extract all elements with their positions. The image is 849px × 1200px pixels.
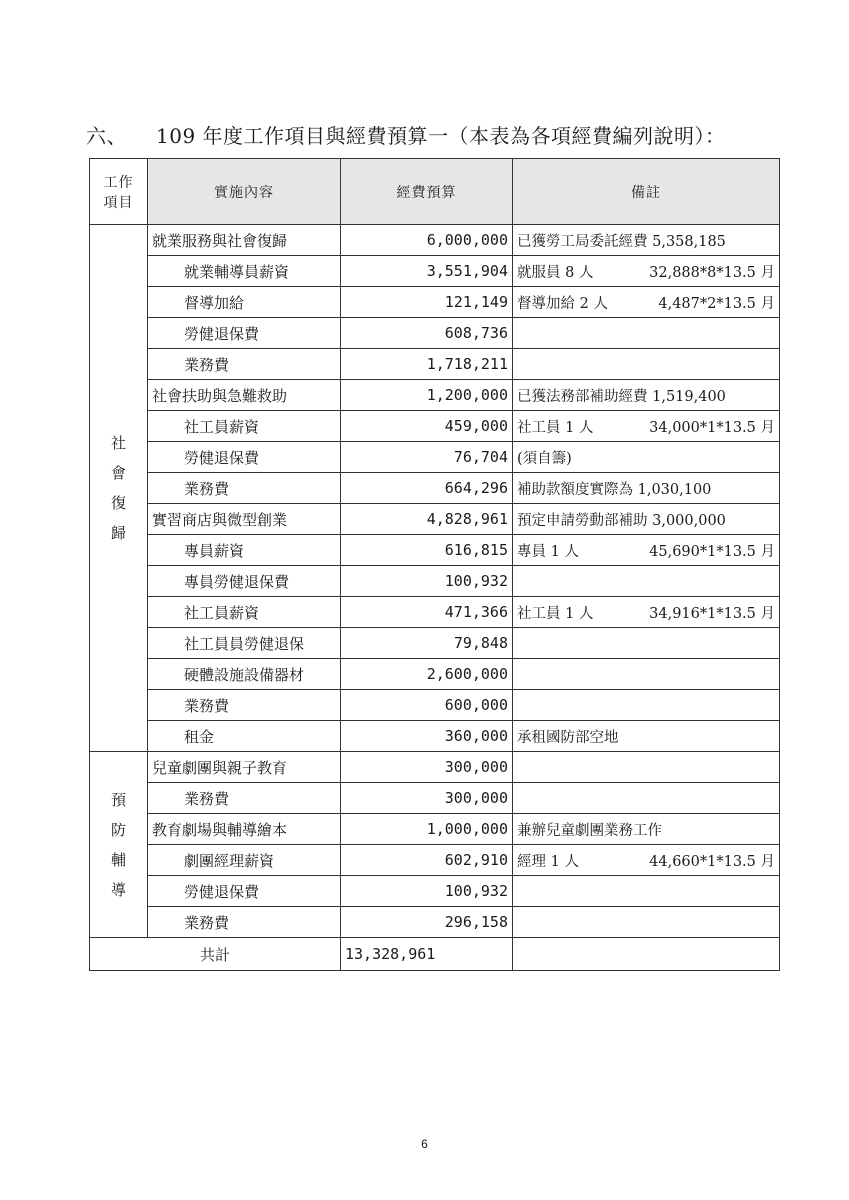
- section-title: 109 年度工作項目與經費預算一（本表為各項經費編列說明）：: [156, 124, 726, 148]
- category-char: 復: [110, 494, 126, 512]
- note-text: 社工員 1 人: [517, 419, 594, 436]
- sub-item-cell: 業務費: [148, 473, 341, 504]
- sub-item-cell: 硬體設施設備器材: [148, 659, 341, 690]
- amount-cell: 360,000: [341, 721, 513, 752]
- note-cell: [513, 256, 780, 287]
- sub-item-cell: 社工員薪資: [148, 597, 341, 628]
- table-row: [90, 287, 780, 318]
- amount-cell: 100,932: [341, 566, 513, 597]
- note-cell: [513, 318, 780, 349]
- category-char: 導: [110, 880, 126, 899]
- main-item-cell: 教育劇場與輔導繪本: [148, 814, 341, 845]
- table-row: [90, 566, 780, 597]
- amount-cell: 1,000,000: [341, 814, 513, 845]
- section-heading: [86, 120, 806, 149]
- amount-cell: 1,200,000: [341, 380, 513, 411]
- header-content: 實施內容: [148, 159, 341, 225]
- table-row: [90, 783, 780, 814]
- amount-cell: 602,910: [341, 845, 513, 876]
- sub-item-cell: 業務費: [148, 783, 341, 814]
- sub-item-cell: 社工員薪資: [148, 411, 341, 442]
- note-cell: 已獲法務部補助經費 1,519,400: [513, 380, 780, 411]
- table-row: [90, 535, 780, 566]
- header-budget: 經費預算: [341, 159, 513, 225]
- sub-item-cell: 督導加給: [148, 287, 341, 318]
- main-item-cell: 就業服務與社會復歸: [148, 225, 341, 256]
- sub-item-cell: 租金: [148, 721, 341, 752]
- note-cell: (須自籌): [513, 442, 780, 473]
- table-row: [90, 752, 780, 783]
- note-cell: [513, 287, 780, 318]
- table-row: [90, 597, 780, 628]
- category-char: 歸: [110, 524, 126, 542]
- amount-cell: 608,736: [341, 318, 513, 349]
- sub-item-cell: 業務費: [148, 690, 341, 721]
- note-text: 社工員 1 人: [517, 605, 594, 622]
- main-item-cell: 兒童劇團與親子教育: [148, 752, 341, 783]
- note-cell: [513, 907, 780, 938]
- category-cell: [90, 752, 148, 938]
- table-row: [90, 504, 780, 535]
- note-formula: 44,660*1*13.5 月: [649, 853, 775, 870]
- note-cell: [513, 876, 780, 907]
- category-char: 預: [110, 790, 126, 809]
- note-text: 就服員 8 人: [517, 264, 594, 281]
- table-row: [90, 814, 780, 845]
- sub-item-cell: 劇團經理薪資: [148, 845, 341, 876]
- header-category-line2: 項目: [103, 194, 134, 211]
- table-row: [90, 690, 780, 721]
- note-cell: 預定申請勞動部補助 3,000,000: [513, 504, 780, 535]
- header-category: [90, 159, 148, 225]
- note-cell: [513, 659, 780, 690]
- sub-item-cell: 業務費: [148, 349, 341, 380]
- note-text: 督導加給 2 人: [517, 295, 608, 312]
- note-formula: 45,690*1*13.5 月: [649, 543, 775, 560]
- category-char: 輔: [110, 850, 126, 869]
- main-item-cell: 社會扶助與急難救助: [148, 380, 341, 411]
- table-row: [90, 907, 780, 938]
- table-row: [90, 473, 780, 504]
- sub-item-cell: 勞健退保費: [148, 876, 341, 907]
- note-formula: 4,487*2*13.5 月: [658, 295, 775, 312]
- total-note: [513, 938, 780, 971]
- amount-cell: 664,296: [341, 473, 513, 504]
- note-cell: [513, 628, 780, 659]
- amount-cell: 600,000: [341, 690, 513, 721]
- amount-cell: 1,718,211: [341, 349, 513, 380]
- table-row: [90, 876, 780, 907]
- amount-cell: 300,000: [341, 783, 513, 814]
- table-row: [90, 721, 780, 752]
- table-row: [90, 628, 780, 659]
- note-cell: 已獲勞工局委託經費 5,358,185: [513, 225, 780, 256]
- amount-cell: 121,149: [341, 287, 513, 318]
- total-row: [90, 938, 780, 971]
- page-number: 6: [421, 1137, 428, 1151]
- budget-table: [89, 158, 780, 971]
- note-cell: [513, 783, 780, 814]
- amount-cell: 3,551,904: [341, 256, 513, 287]
- sub-item-cell: 專員勞健退保費: [148, 566, 341, 597]
- note-cell: 承租國防部空地: [513, 721, 780, 752]
- note-formula: 32,888*8*13.5 月: [649, 264, 775, 281]
- amount-cell: 79,848: [341, 628, 513, 659]
- table-row: [90, 349, 780, 380]
- note-cell: [513, 690, 780, 721]
- table-row: [90, 318, 780, 349]
- note-cell: [513, 566, 780, 597]
- amount-cell: 76,704: [341, 442, 513, 473]
- note-cell: [513, 597, 780, 628]
- sub-item-cell: 就業輔導員薪資: [148, 256, 341, 287]
- main-item-cell: 實習商店與微型創業: [148, 504, 341, 535]
- table-row: [90, 256, 780, 287]
- total-amount: 13,328,961: [341, 938, 513, 971]
- table-row: [90, 845, 780, 876]
- category-char: 會: [110, 464, 126, 482]
- amount-cell: 471,366: [341, 597, 513, 628]
- sub-item-cell: 專員薪資: [148, 535, 341, 566]
- sub-item-cell: 業務費: [148, 907, 341, 938]
- note-cell: [513, 752, 780, 783]
- category-cell: [90, 225, 148, 752]
- section-number: 六、: [86, 124, 127, 148]
- amount-cell: 296,158: [341, 907, 513, 938]
- amount-cell: 100,932: [341, 876, 513, 907]
- note-text: 專員 1 人: [517, 543, 579, 560]
- amount-cell: 459,000: [341, 411, 513, 442]
- sub-item-cell: 社工員員勞健退保: [148, 628, 341, 659]
- note-cell: [513, 535, 780, 566]
- table-header-row: [90, 159, 780, 225]
- note-cell: 兼辦兒童劇團業務工作: [513, 814, 780, 845]
- table-row: [90, 442, 780, 473]
- note-text: 經理 1 人: [517, 853, 579, 870]
- table-row: [90, 659, 780, 690]
- table-row: [90, 225, 780, 256]
- category-char: 社: [110, 434, 126, 452]
- amount-cell: 616,815: [341, 535, 513, 566]
- note-cell: [513, 411, 780, 442]
- sub-item-cell: 勞健退保費: [148, 318, 341, 349]
- amount-cell: 2,600,000: [341, 659, 513, 690]
- category-char: 防: [110, 820, 126, 839]
- amount-cell: 4,828,961: [341, 504, 513, 535]
- table-row: [90, 380, 780, 411]
- total-label: 共計: [90, 938, 341, 971]
- header-note: 備註: [513, 159, 780, 225]
- table-row: [90, 411, 780, 442]
- header-category-line1: 工作: [103, 174, 134, 191]
- note-formula: 34,000*1*13.5 月: [649, 419, 775, 436]
- amount-cell: 300,000: [341, 752, 513, 783]
- sub-item-cell: 勞健退保費: [148, 442, 341, 473]
- budget-table-body: [90, 225, 780, 938]
- note-cell: [513, 845, 780, 876]
- note-cell: [513, 349, 780, 380]
- note-cell: 補助款額度實際為 1,030,100: [513, 473, 780, 504]
- note-formula: 34,916*1*13.5 月: [649, 605, 775, 622]
- amount-cell: 6,000,000: [341, 225, 513, 256]
